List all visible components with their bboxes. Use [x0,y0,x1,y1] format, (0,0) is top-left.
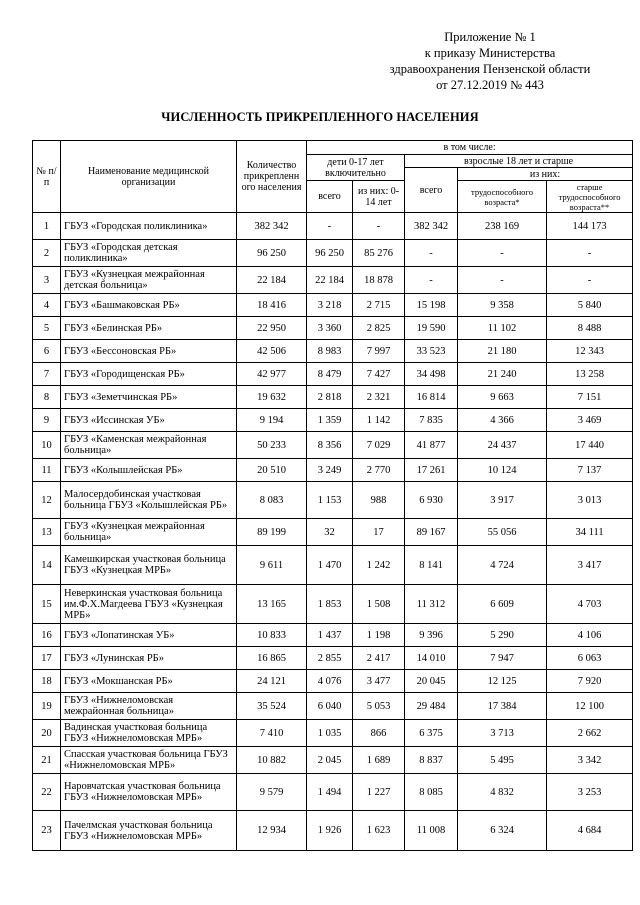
cell-attached-population: 50 233 [237,432,307,459]
cell-children-total: 1 035 [307,720,353,747]
cell-attached-population: 13 165 [237,585,307,624]
cell-attached-population: 10 833 [237,624,307,647]
cell-organization-name: ГБУЗ «Башмаковская РБ» [61,294,237,317]
cell-attached-population: 9 611 [237,546,307,585]
cell-adults-older: 8 488 [547,317,633,340]
cell-adults-older: 5 840 [547,294,633,317]
cell-children-total: 1 470 [307,546,353,585]
cell-adults-total: 382 342 [405,213,458,240]
cell-children-0-14: 1 198 [353,624,405,647]
cell-adults-total: 19 590 [405,317,458,340]
cell-attached-population: 9 579 [237,774,307,811]
cell-adults-working-age: 55 056 [458,519,547,546]
cell-children-total: - [307,213,353,240]
cell-adults-total: 20 045 [405,670,458,693]
cell-adults-older: 144 173 [547,213,633,240]
cell-adults-total: 14 010 [405,647,458,670]
table-row [33,482,633,519]
cell-number: 1 [33,213,61,240]
cell-adults-working-age: 4 724 [458,546,547,585]
cell-organization-name: Вадинская участковая больница ГБУЗ «Нижнеломовская МРБ» [61,720,237,747]
header-children-0-14: из них: 0-14 лет [353,181,405,213]
cell-children-0-14: 85 276 [353,240,405,267]
header-number: № п/п [33,141,61,213]
cell-attached-population: 24 121 [237,670,307,693]
cell-children-0-14: 1 689 [353,747,405,774]
header-including: в том числе: [307,141,633,155]
cell-adults-working-age: 6 609 [458,585,547,624]
appendix-label: Приложение № 1 [444,30,536,44]
cell-children-total: 1 926 [307,811,353,851]
table-row [33,386,633,409]
table-row [33,624,633,647]
cell-number: 3 [33,267,61,294]
cell-organization-name: Малосердобинская участковая больница ГБУЗ «Колышлейская РБ» [61,482,237,519]
cell-adults-older: 12 343 [547,340,633,363]
cell-attached-population: 12 934 [237,811,307,851]
cell-children-total: 4 076 [307,670,353,693]
header-working-age: трудоспособного возраста* [458,181,547,213]
header-adults: взрослые 18 лет и старше [405,155,633,168]
cell-adults-older: 3 253 [547,774,633,811]
cell-organization-name: ГБУЗ «Земетчинская РБ» [61,386,237,409]
header-adults-of-them: из них: [458,168,633,181]
cell-adults-older: 7 920 [547,670,633,693]
ministry-line: здравоохранения Пензенской области [389,62,591,76]
cell-adults-working-age: 9 358 [458,294,547,317]
cell-adults-total: 16 814 [405,386,458,409]
cell-adults-total: 7 835 [405,409,458,432]
cell-number: 19 [33,693,61,720]
cell-children-0-14: 1 623 [353,811,405,851]
cell-adults-total: 41 877 [405,432,458,459]
cell-number: 18 [33,670,61,693]
table-row [33,546,633,585]
cell-number: 7 [33,363,61,386]
cell-organization-name: ГБУЗ «Городская детская поликлиника» [61,240,237,267]
order-date-number: от 27.12.2019 № 443 [436,78,544,92]
cell-number: 13 [33,519,61,546]
cell-children-total: 96 250 [307,240,353,267]
cell-adults-older: 4 684 [547,811,633,851]
cell-children-0-14: 988 [353,482,405,519]
cell-adults-working-age: - [458,267,547,294]
cell-adults-total: 6 930 [405,482,458,519]
cell-adults-older: 2 662 [547,720,633,747]
cell-attached-population: 22 950 [237,317,307,340]
cell-adults-older: 3 013 [547,482,633,519]
cell-adults-older: 3 469 [547,409,633,432]
cell-attached-population: 89 199 [237,519,307,546]
cell-children-total: 8 983 [307,340,353,363]
cell-organization-name: ГБУЗ «Белинская РБ» [61,317,237,340]
cell-number: 23 [33,811,61,851]
table-row [33,317,633,340]
cell-children-0-14: 866 [353,720,405,747]
table-row [33,340,633,363]
cell-adults-working-age: 12 125 [458,670,547,693]
cell-adults-older: - [547,240,633,267]
cell-adults-total: 15 198 [405,294,458,317]
header-adults-total: всего [405,168,458,213]
cell-adults-total: - [405,267,458,294]
cell-children-0-14: 7 997 [353,340,405,363]
cell-adults-working-age: 17 384 [458,693,547,720]
cell-number: 8 [33,386,61,409]
cell-number: 21 [33,747,61,774]
table-row [33,409,633,432]
cell-attached-population: 18 416 [237,294,307,317]
table-row [33,267,633,294]
header-attached-population: Количество прикрепленн ого населения [237,141,307,213]
table-row [33,811,633,851]
table-body [33,213,633,851]
table-row [33,647,633,670]
table-row [33,432,633,459]
cell-children-total: 3 360 [307,317,353,340]
document-title: ЧИСЛЕННОСТЬ ПРИКРЕПЛЕННОГО НАСЕЛЕНИЯ [161,110,479,124]
cell-adults-working-age: 21 240 [458,363,547,386]
cell-adults-older: 4 703 [547,585,633,624]
cell-number: 6 [33,340,61,363]
cell-number: 16 [33,624,61,647]
cell-adults-working-age: 3 917 [458,482,547,519]
cell-adults-working-age: 3 713 [458,720,547,747]
cell-adults-total: - [405,240,458,267]
cell-attached-population: 20 510 [237,459,307,482]
cell-adults-total: 34 498 [405,363,458,386]
cell-attached-population: 42 977 [237,363,307,386]
cell-children-total: 3 218 [307,294,353,317]
header-children: дети 0-17 лет включительно [307,155,405,181]
cell-children-total: 1 153 [307,482,353,519]
cell-number: 2 [33,240,61,267]
table-row [33,670,633,693]
cell-children-total: 1 437 [307,624,353,647]
header-organization-name: Наименование медицинской организации [61,141,237,213]
cell-children-total: 2 855 [307,647,353,670]
cell-number: 15 [33,585,61,624]
cell-adults-working-age: - [458,240,547,267]
cell-organization-name: ГБУЗ «Лунинская РБ» [61,647,237,670]
cell-children-0-14: 1 227 [353,774,405,811]
table-row [33,774,633,811]
cell-number: 12 [33,482,61,519]
cell-adults-total: 11 008 [405,811,458,851]
cell-children-0-14: 2 770 [353,459,405,482]
cell-children-0-14: 7 427 [353,363,405,386]
cell-adults-working-age: 21 180 [458,340,547,363]
cell-adults-older: 7 137 [547,459,633,482]
cell-adults-working-age: 11 102 [458,317,547,340]
cell-children-0-14: 2 417 [353,647,405,670]
table-row [33,213,633,240]
cell-number: 11 [33,459,61,482]
cell-adults-older: 4 106 [547,624,633,647]
cell-adults-working-age: 6 324 [458,811,547,851]
cell-number: 9 [33,409,61,432]
cell-children-total: 2 818 [307,386,353,409]
cell-attached-population: 382 342 [237,213,307,240]
cell-number: 17 [33,647,61,670]
cell-children-0-14: 17 [353,519,405,546]
cell-adults-older: 34 111 [547,519,633,546]
cell-adults-working-age: 24 437 [458,432,547,459]
cell-adults-total: 8 085 [405,774,458,811]
order-line: к приказу Министерства [424,46,556,60]
population-table [32,140,633,851]
cell-adults-working-age: 7 947 [458,647,547,670]
cell-children-total: 22 184 [307,267,353,294]
cell-adults-total: 17 261 [405,459,458,482]
cell-organization-name: Камешкирская участковая больница ГБУЗ «Кузнецкая МРБ» [61,546,237,585]
cell-children-0-14: 5 053 [353,693,405,720]
cell-attached-population: 8 083 [237,482,307,519]
cell-organization-name: Неверкинская участковая больница им.Ф.Х.Магдеева ГБУЗ «Кузнецкая МРБ» [61,585,237,624]
cell-children-total: 8 479 [307,363,353,386]
cell-children-0-14: 2 715 [353,294,405,317]
cell-attached-population: 16 865 [237,647,307,670]
order-reference [370,29,610,93]
table-row [33,363,633,386]
cell-adults-total: 8 837 [405,747,458,774]
cell-number: 4 [33,294,61,317]
cell-organization-name: Пачелмская участковая больница ГБУЗ «Нижнеломовская МРБ» [61,811,237,851]
cell-adults-working-age: 9 663 [458,386,547,409]
cell-organization-name: ГБУЗ «Городская поликлиника» [61,213,237,240]
cell-adults-working-age: 10 124 [458,459,547,482]
cell-adults-working-age: 238 169 [458,213,547,240]
cell-children-total: 2 045 [307,747,353,774]
cell-adults-older: 3 417 [547,546,633,585]
cell-children-0-14: - [353,213,405,240]
cell-adults-older: 7 151 [547,386,633,409]
cell-children-total: 1 853 [307,585,353,624]
cell-adults-working-age: 5 290 [458,624,547,647]
cell-adults-total: 6 375 [405,720,458,747]
cell-children-total: 1 494 [307,774,353,811]
cell-organization-name: ГБУЗ «Каменская межрайонная больница» [61,432,237,459]
cell-adults-total: 9 396 [405,624,458,647]
cell-adults-older: 13 258 [547,363,633,386]
cell-adults-total: 29 484 [405,693,458,720]
cell-organization-name: ГБУЗ «Городищенская РБ» [61,363,237,386]
cell-organization-name: ГБУЗ «Бессоновская РБ» [61,340,237,363]
table-row [33,294,633,317]
cell-children-0-14: 2 321 [353,386,405,409]
cell-children-total: 32 [307,519,353,546]
cell-adults-total: 8 141 [405,546,458,585]
cell-attached-population: 22 184 [237,267,307,294]
cell-children-0-14: 2 825 [353,317,405,340]
cell-adults-total: 33 523 [405,340,458,363]
cell-number: 5 [33,317,61,340]
cell-organization-name: Наровчатская участковая больница ГБУЗ «Нижнеломовская МРБ» [61,774,237,811]
cell-children-total: 6 040 [307,693,353,720]
table-row [33,585,633,624]
cell-organization-name: ГБУЗ «Иссинская УБ» [61,409,237,432]
cell-organization-name: ГБУЗ «Мокшанская РБ» [61,670,237,693]
cell-number: 10 [33,432,61,459]
header-children-total: всего [307,181,353,213]
cell-attached-population: 42 506 [237,340,307,363]
cell-adults-total: 89 167 [405,519,458,546]
cell-attached-population: 7 410 [237,720,307,747]
cell-organization-name: ГБУЗ «Лопатинская УБ» [61,624,237,647]
cell-organization-name: ГБУЗ «Кузнецкая межрайонная больница» [61,519,237,546]
cell-children-0-14: 18 878 [353,267,405,294]
cell-attached-population: 35 524 [237,693,307,720]
cell-organization-name: Спасская участковая больница ГБУЗ «Нижнеломовская МРБ» [61,747,237,774]
cell-attached-population: 96 250 [237,240,307,267]
cell-children-0-14: 1 142 [353,409,405,432]
cell-adults-older: 12 100 [547,693,633,720]
cell-adults-older: 3 342 [547,747,633,774]
cell-adults-older: 6 063 [547,647,633,670]
cell-adults-working-age: 4 832 [458,774,547,811]
cell-children-0-14: 3 477 [353,670,405,693]
cell-adults-older: - [547,267,633,294]
table-row [33,240,633,267]
cell-number: 14 [33,546,61,585]
cell-adults-working-age: 5 495 [458,747,547,774]
cell-number: 22 [33,774,61,811]
table-row [33,519,633,546]
cell-attached-population: 10 882 [237,747,307,774]
table-row [33,693,633,720]
cell-children-0-14: 1 242 [353,546,405,585]
cell-adults-working-age: 4 366 [458,409,547,432]
cell-adults-older: 17 440 [547,432,633,459]
cell-children-total: 3 249 [307,459,353,482]
cell-children-total: 8 356 [307,432,353,459]
cell-children-0-14: 7 029 [353,432,405,459]
cell-children-total: 1 359 [307,409,353,432]
cell-adults-total: 11 312 [405,585,458,624]
table-row [33,720,633,747]
cell-number: 20 [33,720,61,747]
cell-organization-name: ГБУЗ «Нижнеломовская межрайонная больница» [61,693,237,720]
cell-organization-name: ГБУЗ «Кузнецкая межрайонная детская больница» [61,267,237,294]
header-older-working-age: старше трудоспособного возраста** [547,181,633,213]
cell-attached-population: 9 194 [237,409,307,432]
cell-children-0-14: 1 508 [353,585,405,624]
cell-organization-name: ГБУЗ «Колышлейская РБ» [61,459,237,482]
cell-attached-population: 19 632 [237,386,307,409]
table-row [33,747,633,774]
table-row [33,459,633,482]
